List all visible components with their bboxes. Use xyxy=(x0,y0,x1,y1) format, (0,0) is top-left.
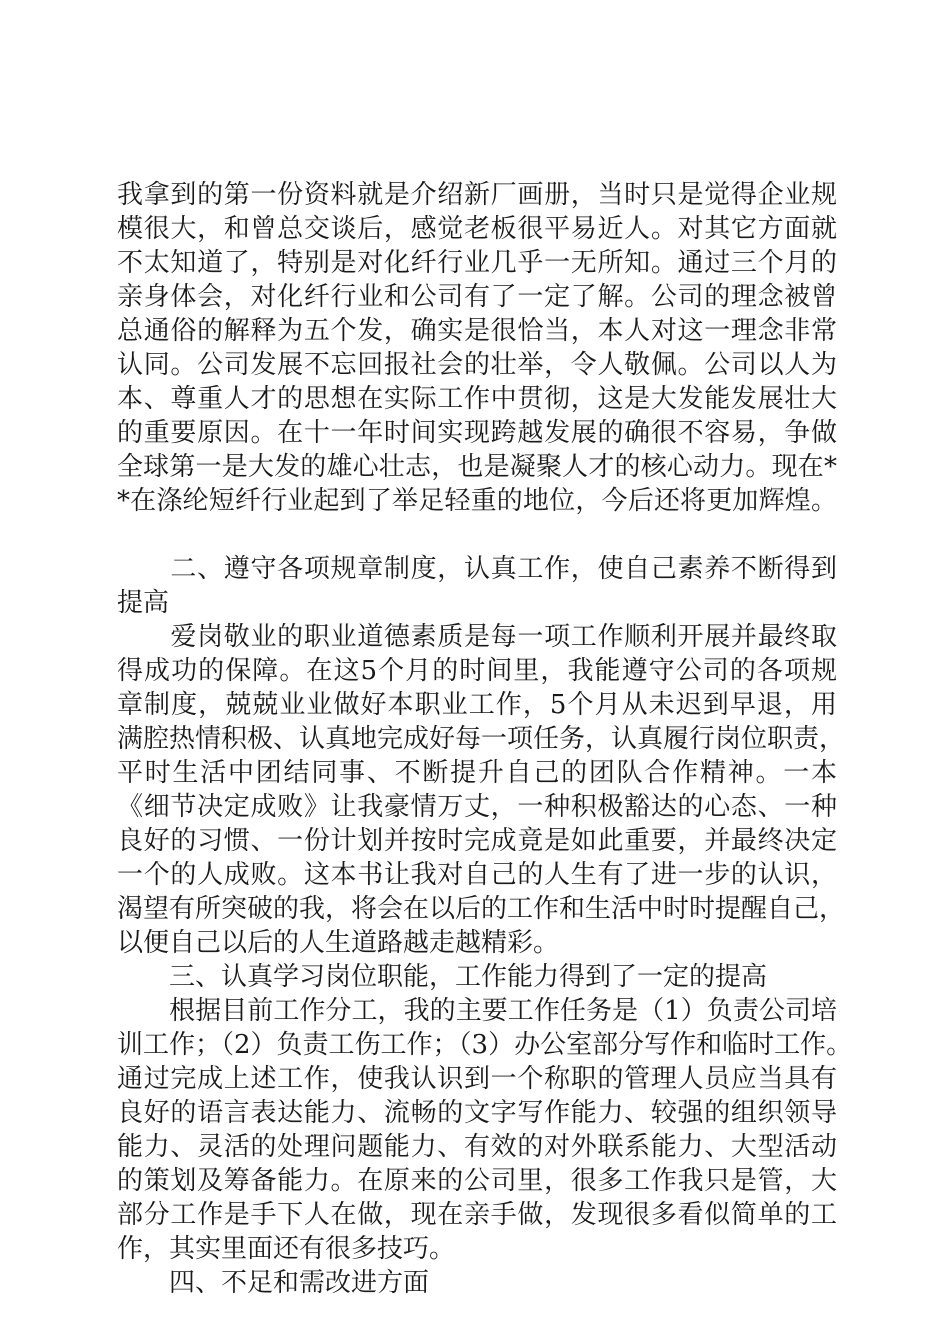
body-line: 不太知道了，特别是对化纤行业几乎一无所知。通过三个月的 xyxy=(117,248,837,278)
section-heading-continued: 提高 xyxy=(117,588,170,618)
section-heading: 四、不足和需改进方面 xyxy=(117,1268,430,1298)
body-line: 一个的人成败。这本书让我对自己的人生有了进一步的认识， xyxy=(117,860,837,890)
body-line: 《细节决定成败》让我豪情万丈，一种积极豁达的心态、一种 xyxy=(117,792,837,822)
body-line: 通过完成上述工作，使我认识到一个称职的管理人员应当具有 xyxy=(117,1064,837,1094)
body-line: 的重要原因。在十一年时间实现跨越发展的确很不容易，争做 xyxy=(117,418,837,448)
body-line: 作，其实里面还有很多技巧。 xyxy=(117,1234,456,1264)
body-line: 的策划及筹备能力。在原来的公司里，很多工作我只是管，大 xyxy=(117,1166,837,1196)
body-line: 良好的习惯、一份计划并按时完成竟是如此重要，并最终决定 xyxy=(117,826,837,856)
section-heading: 二、遵守各项规章制度，认真工作，使自己素养不断得到 xyxy=(117,554,837,584)
body-line: 根据目前工作分工，我的主要工作任务是（1）负责公司培 xyxy=(117,996,837,1026)
body-line: 亲身体会，对化纤行业和公司有了一定了解。公司的理念被曾 xyxy=(117,282,837,312)
body-line: 部分工作是手下人在做，现在亲手做，发现很多看似简单的工 xyxy=(117,1200,837,1230)
body-line: 训工作；（2）负责工伤工作；（3）办公室部分写作和临时工作。 xyxy=(117,1030,853,1060)
body-line: 本、尊重人才的思想在实际工作中贯彻，这是大发能发展壮大 xyxy=(117,384,837,414)
body-line: *在涤纶短纤行业起到了举足轻重的地位，今后还将更加辉煌。 xyxy=(117,486,837,516)
body-line: 认同。公司发展不忘回报社会的壮举，令人敬佩。公司以人为 xyxy=(117,350,837,380)
body-line: 平时生活中团结同事、不断提升自己的团队合作精神。一本 xyxy=(117,758,837,788)
body-line: 渴望有所突破的我，将会在以后的工作和生活中时时提醒自己， xyxy=(117,894,846,924)
body-line: 章制度，兢兢业业做好本职业工作，5个月从未迟到早退，用 xyxy=(117,690,837,720)
body-line: 能力、灵活的处理问题能力、有效的对外联系能力、大型活动 xyxy=(117,1132,837,1162)
body-line: 总通俗的解释为五个发，确实是很恰当，本人对这一理念非常 xyxy=(117,316,837,346)
body-line: 爱岗敬业的职业道德素质是每一项工作顺利开展并最终取 xyxy=(117,622,837,652)
body-line: 得成功的保障。在这5个月的时间里，我能遵守公司的各项规 xyxy=(117,656,837,686)
body-line: 良好的语言表达能力、流畅的文字写作能力、较强的组织领导 xyxy=(117,1098,837,1128)
body-line: 我拿到的第一份资料就是介绍新厂画册，当时只是觉得企业规 xyxy=(117,180,837,210)
section-heading: 三、认真学习岗位职能，工作能力得到了一定的提高 xyxy=(117,962,768,992)
body-line: 满腔热情积极、认真地完成好每一项任务，认真履行岗位职责， xyxy=(117,724,846,754)
body-line: 全球第一是大发的雄心壮志，也是凝聚人才的核心动力。现在* xyxy=(117,452,837,482)
body-line: 以便自己以后的人生道路越走越精彩。 xyxy=(117,928,560,958)
body-line: 模很大，和曾总交谈后，感觉老板很平易近人。对其它方面就 xyxy=(117,214,837,244)
